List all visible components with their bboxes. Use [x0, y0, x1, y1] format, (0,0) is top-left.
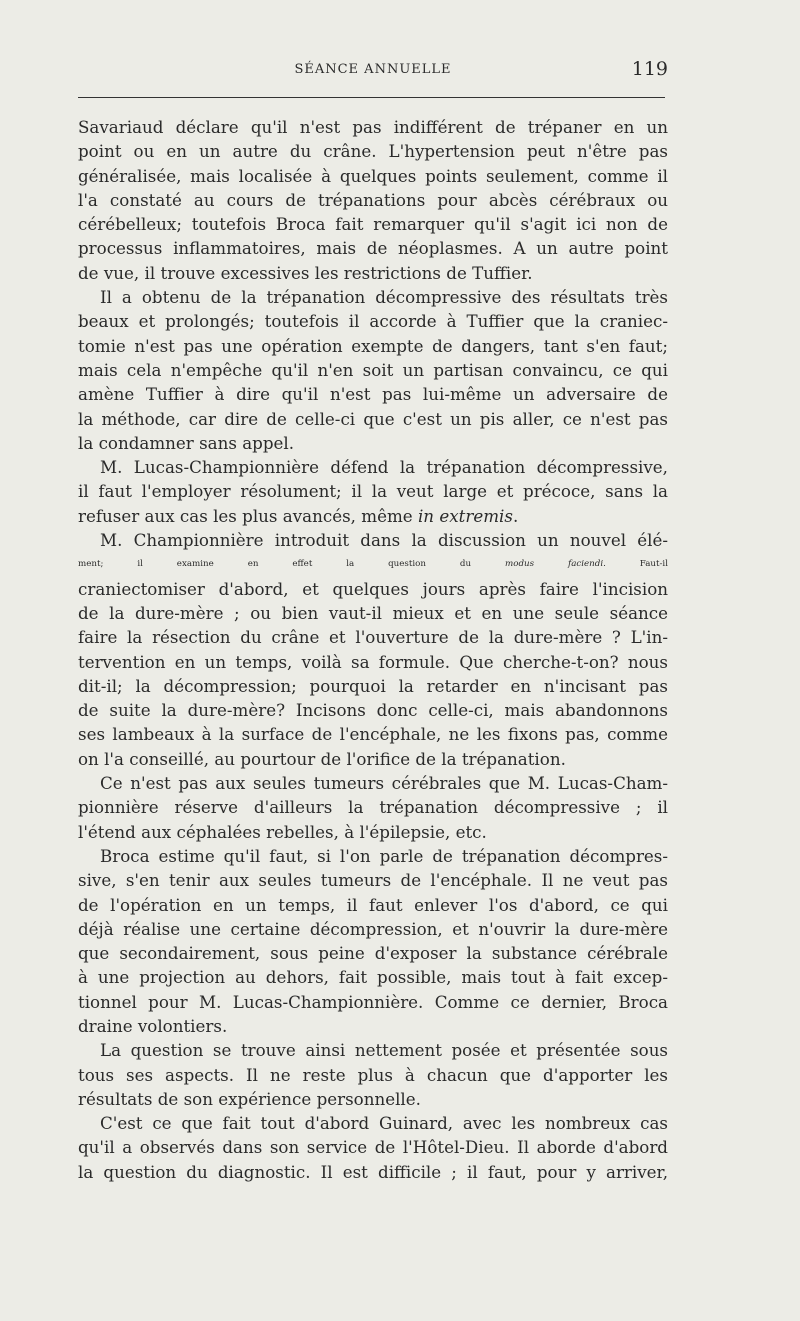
text-line: faire la résection du crâne et l'ouverture de la dure-mère ? L'in- — [78, 627, 668, 648]
text-line: refuser aux cas les plus avancés, même in extremis. — [78, 505, 519, 526]
text-line: la méthode, car dire de celle-ci que c'est un pis aller, ce n'est pas — [78, 408, 668, 429]
page-header — [78, 58, 668, 84]
text-line: la question du diagnostic. Il est difficile ; il faut, pour y arriver, — [78, 1161, 668, 1182]
text-line: ses lambeaux à la surface de l'encéphale, ne les fixons pas, comme — [78, 724, 668, 745]
text-line: généralisée, mais localisée à quelques points seulement, comme il — [78, 165, 668, 186]
text-line: que secondairement, sous peine d'exposer la substance cérébrale — [78, 943, 668, 964]
text-line: l'étend aux céphalées rebelles, à l'épilepsie, etc. — [78, 821, 487, 842]
text-line: tous ses aspects. Il ne reste plus à chacun que d'apporter les — [78, 1064, 668, 1085]
text-line: de l'opération en un temps, il faut enlever l'os d'abord, ce qui — [78, 894, 668, 915]
text-line: déjà réalise une certaine décompression, et n'ouvrir la dure-mère — [78, 918, 668, 939]
text-line: résultats de son expérience personnelle. — [78, 1088, 421, 1109]
text-line: l'a constaté au cours de trépanations pour abcès cérébraux ou — [78, 189, 668, 210]
text-line: tomie n'est pas une opération exempte de dangers, tant s'en faut; — [78, 335, 668, 356]
text-line: Ce n'est pas aux seules tumeurs cérébrales que M. Lucas-Cham- — [100, 773, 668, 794]
body-text — [78, 115, 668, 1184]
text-line: tervention en un temps, voilà sa formule. Que cherche-t-on? nous — [78, 651, 668, 672]
text-line: beaux et prolongés; toutefois il accorde à Tuffier que la craniec- — [78, 311, 668, 332]
text-line: C'est ce que fait tout d'abord Guinard, avec les nombreux cas — [100, 1113, 668, 1134]
text-line: la condamner sans appel. — [78, 432, 295, 453]
text-line: tionnel pour M. Lucas-Championnière. Comme ce dernier, Broca — [78, 991, 668, 1012]
text-line: sive, s'en tenir aux seules tumeurs de l'encéphale. Il ne veut pas — [78, 870, 668, 891]
text-line: M. Lucas-Championnière défend la trépanation décompressive, — [100, 457, 668, 478]
text-line: Broca estime qu'il faut, si l'on parle de trépanation décompres- — [100, 845, 668, 866]
header-rule — [78, 97, 665, 98]
text-line: à une projection au dehors, fait possible, mais tout à fait excep- — [78, 967, 668, 988]
text-line: cérébelleux; toutefois Broca fait remarquer qu'il s'agit ici non de — [78, 214, 668, 235]
text-line: processus inflammatoires, mais de néoplasmes. A un autre point — [78, 238, 668, 259]
text-line: M. Championnière introduit dans la discussion un nouvel élé- — [100, 530, 668, 551]
text-line: Savariaud déclare qu'il n'est pas indifférent de trépaner en un — [78, 117, 668, 137]
text-line: de vue, il trouve excessives les restrictions de Tuffier. — [78, 262, 533, 283]
text-line: ment; il examine en effet la question du modus faciendi. Faut-il — [78, 559, 668, 570]
text-line: de la dure-mère ; ou bien vaut-il mieux et en une seule séance — [78, 602, 668, 623]
running-title: SÉANCE ANNUELLE — [294, 62, 452, 77]
text-line: on l'a conseillé, au pourtour de l'orifice de la trépanation. — [78, 748, 566, 769]
text-line: La question se trouve ainsi nettement posée et présentée sous — [100, 1040, 668, 1061]
text-line: pionnière réserve d'ailleurs la trépanation décompressive ; il — [78, 797, 668, 818]
text-line: qu'il a observés dans son service de l'Hôtel-Dieu. Il aborde d'abord — [78, 1137, 668, 1158]
text-line: point ou en un autre du crâne. L'hypertension peut n'être pas — [78, 141, 668, 162]
text-line: mais cela n'empêche qu'il n'en soit un partisan convaincu, ce qui — [78, 359, 668, 380]
italic-text: in extremis — [417, 505, 513, 526]
text-line: draine volontiers. — [78, 1015, 228, 1036]
text-line: de suite la dure-mère? Incisons donc celle-ci, mais abandonnons — [78, 700, 668, 721]
text-line: dit-il; la décompression; pourquoi la retarder en n'incisant pas — [78, 675, 668, 696]
text-line: amène Tuffier à dire qu'il n'est pas lui-même un adversaire de — [78, 384, 668, 405]
italic-text: modus faciendi — [504, 559, 604, 570]
text-line: il faut l'employer résolument; il la veut large et précoce, sans la — [78, 481, 668, 502]
text-line: Il a obtenu de la trépanation décompressive des résultats très — [100, 287, 668, 308]
text-line: craniectomiser d'abord, et quelques jours après faire l'incision — [78, 578, 668, 599]
page-number: 119 — [631, 58, 668, 80]
